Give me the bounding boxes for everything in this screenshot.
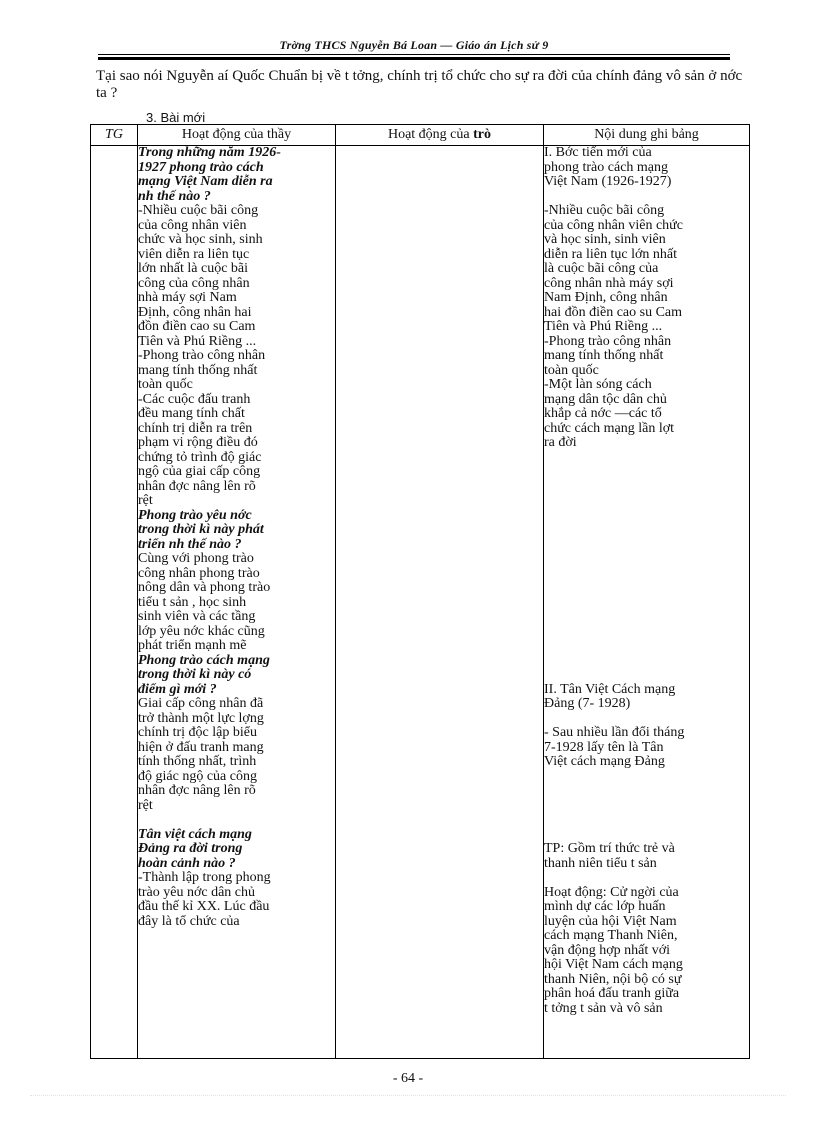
header-tro-prefix: Hoạt động của — [387, 127, 474, 142]
noidung-line: II. Tân Việt Cách mạng — [544, 681, 676, 697]
noidung-line — [544, 770, 749, 785]
page-number: - 64 - — [392, 1071, 424, 1086]
thay-line: lớn nhất là cuộc bãi — [138, 261, 249, 276]
noidung-line: và học sinh, sinh viên — [544, 232, 666, 247]
header-rule-thin — [98, 54, 730, 55]
thay-line: -Thành lập trong phong — [138, 870, 271, 885]
thay-line: -Các cuộc đấu tranh — [138, 391, 251, 407]
thay-line: viên diễn ra liên tục — [138, 246, 250, 262]
noidung-line — [544, 813, 749, 828]
noidung-line — [544, 712, 749, 727]
noidung-line: Nam Định, công nhân — [544, 290, 668, 305]
thay-line: điểm gì mới ? — [138, 681, 217, 697]
thay-line: tiểu t sản , học sinh — [138, 594, 247, 610]
noidung-line: vận động hợp nhất với — [544, 942, 671, 958]
noidung-line — [544, 799, 749, 814]
thay-line: Tiên và Phú Riềng ... — [138, 333, 257, 349]
thay-line: ngộ của giai cấp công — [138, 464, 261, 479]
cell-hoat-dong-tro — [336, 146, 544, 1059]
noidung-line: thanh niên tiểu t sản — [544, 855, 657, 871]
thay-line: 1927 phong trào cách — [138, 159, 264, 175]
noidung-line — [544, 610, 749, 625]
thay-line: chứng tỏ trình độ giác — [138, 449, 262, 465]
thay-line: hoàn cảnh nào ? — [138, 855, 236, 871]
noidung-line: cách mạng Thanh Niên, — [544, 928, 678, 943]
noidung-line: 7-1928 lấy tên là Tân — [544, 739, 664, 755]
noidung-line: Việt Nam (1926-1927) — [544, 174, 672, 189]
noidung-line: Tiên và Phú Riềng ... — [544, 319, 663, 334]
thay-line: sinh viên và các tầng — [138, 609, 256, 624]
noidung-line: thanh Niên, nội bộ có sự — [544, 971, 682, 987]
thay-line: Giai cấp công nhân đã — [138, 696, 264, 711]
noidung-line: khắp cả nớc —các tổ — [544, 406, 662, 421]
thay-line: nhân đợc nâng lên rõ — [138, 478, 256, 494]
noidung-line — [544, 523, 749, 538]
noidung-line: toàn quốc — [544, 362, 599, 378]
noidung-line — [544, 784, 749, 799]
noidung-line: hội Việt Nam cách mạng — [544, 957, 683, 972]
noidung-line — [544, 639, 749, 654]
thay-line: công nhân phong trào — [138, 565, 260, 581]
thay-line: Tân việt cách mạng — [138, 826, 252, 842]
noidung-line: Đảng (7- 1928) — [544, 696, 631, 711]
header-rule-thick — [98, 57, 730, 60]
noidung-line: mạng dân tộc dân chủ — [544, 391, 667, 407]
noidung-line: chức cách mạng lần lợt — [544, 420, 675, 436]
thay-line: triển nh thế nào ? — [138, 536, 242, 552]
thay-line: đây là tổ chức của — [138, 913, 240, 929]
cell-noi-dung — [544, 146, 750, 1059]
noidung-line: TP: Gồm trí thức trẻ và — [544, 841, 675, 856]
noidung-line — [544, 538, 749, 553]
thay-line: nông dân và phong trào — [138, 580, 271, 595]
header-tro-bold: trò — [473, 127, 492, 142]
noidung-line — [544, 654, 749, 669]
noidung-line — [544, 567, 749, 582]
thay-line: của công nhân viên — [138, 217, 247, 233]
thay-line: -Nhiều cuộc bãi công — [138, 203, 259, 218]
header-tg: TG — [91, 125, 138, 146]
noidung-line — [544, 190, 749, 205]
noidung-line: mang tính thống nhất — [544, 348, 664, 363]
noidung-line: -Nhiều cuộc bãi công — [544, 203, 665, 218]
noidung-line — [544, 668, 749, 683]
cell-hoat-dong-thay — [138, 146, 336, 1059]
intro-question: Tại sao nói Nguyễn aí Quốc Chuẩn bị về t tởng, chính trị tổ chức cho sự ra đời của chính đảng vô sản ở nớc ta ? — [96, 68, 743, 101]
thay-line: nhà máy sợi Nam — [138, 290, 237, 305]
thay-line: -Phong trào công nhân — [138, 348, 266, 363]
thay-line: độ giác ngộ của công — [138, 768, 257, 784]
lesson-table — [90, 124, 750, 1059]
noidung-line — [544, 828, 749, 843]
noidung-line: I. Bớc tiến mới của — [544, 145, 652, 160]
thay-line: phạm vi rộng điều đó — [138, 435, 258, 450]
thay-line: rệt — [138, 493, 153, 508]
noidung-line — [544, 871, 749, 886]
thay-line: nh thế nào ? — [138, 188, 211, 204]
thay-line: chính trị độc lập biểu — [138, 725, 257, 740]
header-noi-dung: Nội dung ghi bảng — [544, 125, 750, 146]
thay-line: nhân đợc nâng lên rõ — [138, 783, 256, 798]
noidung-line: - Sau nhiều lần đổi tháng — [544, 725, 685, 740]
noidung-line — [544, 625, 749, 640]
thay-line: mang tính thống nhất — [138, 362, 258, 378]
thay-line — [138, 813, 335, 828]
noidung-line — [544, 494, 749, 509]
thay-line: trong thời kì này phát — [138, 522, 264, 537]
noidung-line: -Phong trào công nhân — [544, 333, 672, 349]
noidung-line — [544, 581, 749, 596]
thay-line: phát triển mạnh mẽ — [138, 638, 247, 653]
noidung-line: ra đời — [544, 435, 577, 450]
noidung-line: công nhân nhà máy sợi — [544, 275, 674, 291]
thay-line: đồn điền cao su Cam — [138, 319, 256, 334]
noidung-line: hai đồn điền cao su Cam — [544, 304, 683, 320]
thay-line: Trong những năm 1926- — [138, 145, 281, 160]
table-header-row — [91, 125, 750, 146]
noidung-line: mình dự các lớp huấn — [544, 899, 666, 914]
thay-line: Định, công nhân hai — [138, 304, 252, 320]
thay-line: Phong trào cách mạng — [138, 652, 270, 668]
header-hoat-dong-thay: Hoạt động của thầy — [138, 125, 336, 146]
noidung-line: Hoạt động: Cử ngời của — [544, 884, 679, 900]
thay-line: trào yêu nớc dân chủ — [138, 884, 256, 900]
table-body-row — [91, 146, 750, 1059]
thay-line: công của công nhân — [138, 275, 250, 291]
noidung-line: t tởng t sản và vô sản — [544, 1000, 663, 1016]
noidung-line: là cuộc bãi công của — [544, 261, 659, 276]
noidung-line — [544, 552, 749, 567]
noidung-line — [544, 451, 749, 466]
thay-line: trở thành một lực lợng — [138, 710, 264, 726]
thay-line: tính thống nhất, trình — [138, 754, 257, 769]
noidung-line: của công nhân viên chức — [544, 217, 683, 233]
thay-line: đều mang tính chất — [138, 406, 245, 421]
cell-tg — [91, 146, 138, 1059]
thay-line: Phong trào yêu nớc — [138, 507, 252, 523]
noidung-line: phong trào cách mạng — [544, 159, 669, 175]
noidung-line — [544, 509, 749, 524]
page-header: Trờng THCS Nguyễn Bá Loan — Giáo án Lịch sử 9 — [279, 38, 549, 52]
section-label: 3. Bài mới — [146, 110, 206, 125]
thay-line: Cùng với phong trào — [138, 551, 254, 566]
thay-line: Đảng ra đời trong — [138, 841, 243, 856]
noidung-line: luyện của hội Việt Nam — [544, 913, 677, 929]
thay-line: toàn quốc — [138, 377, 193, 392]
noidung-line — [544, 480, 749, 495]
thay-line: rệt — [138, 797, 153, 813]
noidung-line: diễn ra liên tục lớn nhất — [544, 246, 677, 262]
thay-line: đầu thế kỉ XX. Lúc đầu — [138, 899, 270, 914]
thay-line: chính trị diễn ra trên — [138, 420, 253, 436]
noidung-line: -Một làn sóng cách — [544, 377, 652, 392]
noidung-line: Việt cách mạng Đảng — [544, 754, 665, 769]
header-hoat-dong-tro — [336, 125, 544, 146]
thay-line: mạng Việt Nam diễn ra — [138, 174, 273, 189]
noidung-line — [544, 596, 749, 611]
thay-line: hiện ở đấu tranh mang — [138, 739, 264, 755]
noidung-line: phân hoá đấu tranh giữa — [544, 986, 680, 1001]
bottom-dotted-rule — [30, 1095, 786, 1096]
thay-line: lớp yêu nớc khác cũng — [138, 623, 265, 639]
noidung-line — [544, 465, 749, 480]
thay-line: chức và học sinh, sinh — [138, 232, 263, 247]
thay-line: trong thời kì này có — [138, 667, 252, 682]
